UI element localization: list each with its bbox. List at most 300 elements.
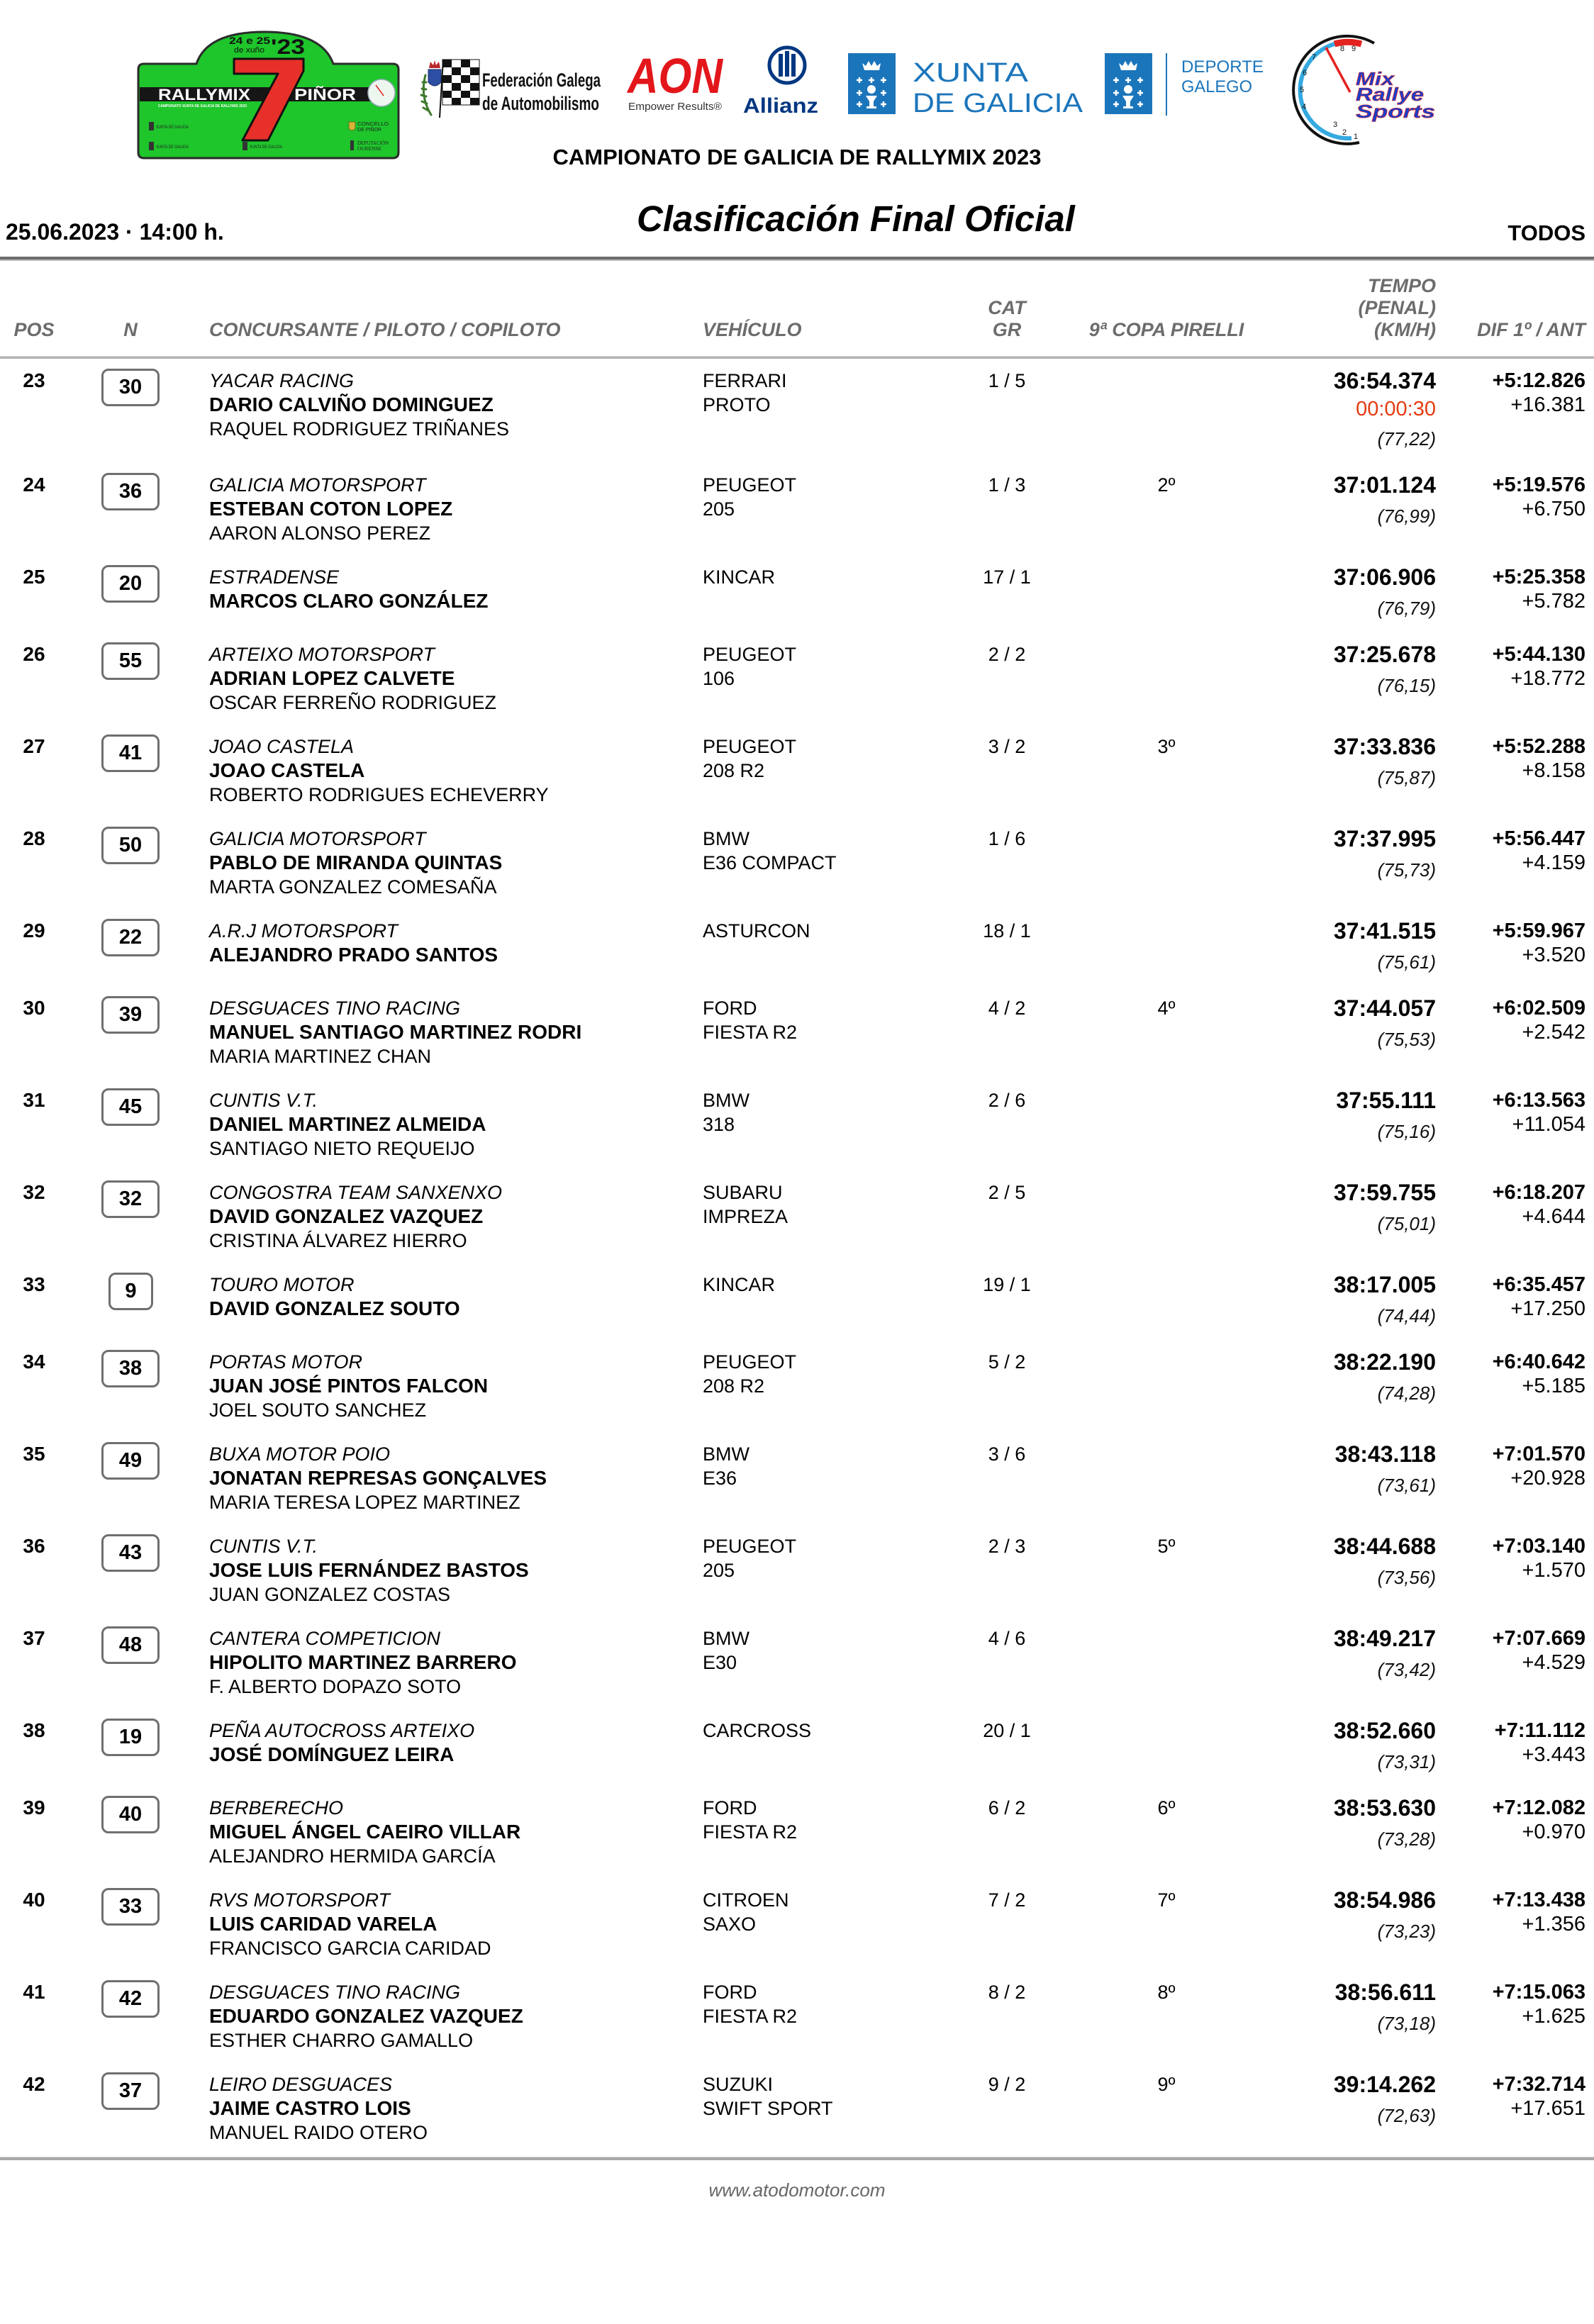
gap-to-previous: +16.381 (1510, 393, 1585, 416)
vehicle-model: E30 (703, 1652, 737, 1673)
entrant-team: PEÑA AUTOCROSS ARTEIXO (209, 1720, 475, 1741)
position: 39 (23, 1797, 45, 1819)
average-speed: (76,79) (1377, 598, 1436, 619)
dial-number: 3 (1333, 121, 1338, 129)
result-row (0, 1436, 1594, 1529)
vehicle-model: PROTO (703, 394, 771, 415)
entrant-team: ARTEIXO MOTORSPORT (209, 644, 435, 665)
column-header-pos: POS (13, 319, 55, 340)
codriver-name: MANUEL RAIDO OTERO (209, 2122, 428, 2143)
gap-to-previous: +1.570 (1522, 1559, 1585, 1582)
gap-to-previous: +1.625 (1522, 2005, 1585, 2028)
plate-concello-crest (349, 122, 355, 130)
vehicle-make: BMW (703, 1628, 749, 1649)
result-row (0, 1974, 1594, 2067)
gap-to-previous: +4.529 (1522, 1651, 1585, 1674)
entrant-team: GALICIA MOTORSPORT (209, 828, 426, 849)
gap-cell (1408, 565, 1585, 613)
gap-to-previous: +5.185 (1522, 1375, 1585, 1397)
codriver-name: FRANCISCO GARCIA CARIDAD (209, 1938, 491, 1959)
plate-sponsor-xunta-2: XUNTA DE GALICIA (156, 145, 189, 150)
gap-to-previous: +3.520 (1522, 944, 1585, 966)
car-number-badge: 38 (101, 1350, 160, 1387)
car-number-badge: 39 (101, 996, 160, 1034)
total-time: 38:53.630 (1333, 1795, 1436, 1821)
result-row (0, 1529, 1594, 1621)
championship-title: CAMPIONATO DE GALICIA DE RALLYMIX 2023 (552, 145, 1042, 169)
dial-number: 7 (1312, 53, 1317, 62)
vehicle-model: 205 (703, 498, 735, 520)
entrant-team: CUNTIS V.T. (209, 1536, 318, 1557)
category-group: 4 / 2 (988, 998, 1026, 1019)
copa-pirelli-position: 6º (1157, 1797, 1176, 1819)
result-row (0, 1083, 1594, 1175)
gap-to-previous: +17.250 (1510, 1297, 1585, 1320)
entrant-cell (209, 1980, 691, 2052)
total-time: 38:44.688 (1333, 1533, 1436, 1559)
column-header-gr: GR (992, 319, 1022, 340)
vehicle-make: CITROEN (703, 1889, 789, 1911)
header-divider (0, 257, 1594, 261)
deporte-galego-logo (1105, 53, 1268, 116)
driver-name: LUIS CARIDAD VARELA (209, 1913, 437, 1935)
class-filter-label: TODOS (1507, 220, 1585, 245)
vehicle-model: 106 (703, 668, 735, 689)
mix-line2: Rallye (1356, 84, 1424, 105)
car-number-badge: 9 (108, 1273, 153, 1310)
gap-to-first: +5:19.576 (1492, 474, 1585, 496)
gap-to-previous: +18.772 (1510, 667, 1585, 690)
driver-name: ADRIAN LOPEZ CALVETE (209, 667, 455, 689)
plate-subtitle: CAMPIONATO XUNTA DE GALICIA DE RALLYMIX 2023 (158, 104, 247, 108)
car-number-badge: 43 (101, 1534, 160, 1572)
vehicle-model: E36 COMPACT (703, 852, 837, 873)
driver-name: ESTEBAN COTON LOPEZ (209, 498, 453, 520)
category-group: 1 / 3 (988, 474, 1026, 496)
driver-name: HIPOLITO MARTINEZ BARRERO (209, 1651, 517, 1673)
car-number-badge: 40 (101, 1796, 160, 1833)
car-number-badge: 42 (101, 1980, 160, 2018)
gap-cell (1408, 1350, 1585, 1398)
gap-cell (1408, 2072, 1585, 2121)
entrant-team: ESTRADENSE (209, 566, 340, 588)
position: 25 (23, 566, 45, 588)
average-speed: (73,31) (1377, 1751, 1436, 1772)
gap-to-first: +5:44.130 (1492, 643, 1585, 666)
vehicle-cell (703, 1980, 944, 2028)
vehicle-make: PEUGEOT (703, 1351, 797, 1373)
car-number-badge: 22 (101, 919, 160, 956)
column-header-gap: DIF 1º / ANT (1477, 319, 1585, 340)
vehicle-cell (703, 369, 944, 417)
fga-line1: Federación Galega (482, 69, 601, 91)
vehicle-model: 205 (703, 1560, 735, 1581)
plate-xunta-mark-1 (149, 122, 154, 130)
vehicle-cell (703, 1180, 944, 1229)
vehicle-make: BMW (703, 828, 749, 849)
gap-to-previous: +2.542 (1522, 1021, 1585, 1044)
dial-red-arc (1334, 42, 1361, 44)
car-number-badge: 32 (101, 1180, 160, 1218)
result-row (0, 1621, 1594, 1713)
aon-logo (626, 48, 725, 115)
entrant-cell (209, 1888, 691, 1960)
vehicle-make: KINCAR (703, 1274, 776, 1295)
gap-cell (1408, 1626, 1585, 1675)
entrant-cell (209, 2072, 691, 2145)
average-speed: (73,61) (1377, 1475, 1436, 1496)
gap-cell (1408, 1719, 1585, 1767)
category-group: 20 / 1 (983, 1720, 1031, 1741)
average-speed: (75,61) (1377, 951, 1436, 973)
category-group: 2 / 5 (988, 1182, 1026, 1203)
entrant-cell (209, 1180, 691, 1253)
total-time: 37:25.678 (1333, 642, 1436, 667)
codriver-name: JUAN GONZALEZ COSTAS (209, 1584, 451, 1605)
average-speed: (75,53) (1377, 1029, 1436, 1050)
vehicle-model: FIESTA R2 (703, 2006, 798, 2027)
vehicle-cell (703, 1350, 944, 1398)
result-row (0, 2067, 1594, 2159)
gap-cell (1408, 1088, 1585, 1136)
total-time: 38:49.217 (1333, 1626, 1436, 1651)
dial-number: 8 (1340, 45, 1345, 53)
car-number-badge: 55 (101, 642, 160, 680)
vehicle-make: CARCROSS (703, 1720, 812, 1741)
total-time: 38:56.611 (1334, 1979, 1436, 2005)
category-group: 9 / 2 (988, 2074, 1026, 2095)
allianz-logo (742, 44, 821, 116)
total-time: 37:33.836 (1333, 734, 1436, 759)
vehicle-make: BMW (703, 1443, 749, 1465)
vehicle-cell (703, 1442, 944, 1490)
total-time: 36:54.374 (1333, 368, 1436, 393)
result-row (0, 467, 1594, 559)
entrant-team: DESGUACES TINO RACING (209, 1982, 461, 2003)
gap-cell (1408, 1888, 1585, 1936)
gap-to-first: +5:52.288 (1492, 735, 1585, 758)
vehicle-make: ASTURCON (703, 920, 810, 942)
gap-to-first: +7:07.669 (1492, 1627, 1585, 1650)
position: 24 (23, 474, 45, 496)
driver-name: PABLO DE MIRANDA QUINTAS (209, 851, 503, 873)
footer-website-link[interactable]: www.atodomotor.com (708, 2179, 886, 2201)
entrant-cell (209, 1534, 691, 1607)
vehicle-model: FIESTA R2 (703, 1022, 798, 1043)
average-speed: (73,23) (1377, 1921, 1436, 1942)
entrant-team: CANTERA COMPETICION (209, 1628, 441, 1649)
gap-to-first: +5:59.967 (1492, 920, 1585, 942)
vehicle-cell (703, 2072, 944, 2121)
average-speed: (75,73) (1377, 859, 1436, 881)
dial-number: 9 (1351, 45, 1356, 53)
total-time: 38:17.005 (1333, 1272, 1436, 1297)
car-number-badge: 36 (101, 473, 160, 510)
plate-place: PIÑOR (294, 86, 357, 104)
plate-sponsor-xunta-3: XUNTA DE GALICIA (250, 145, 282, 150)
result-row (0, 1267, 1594, 1344)
total-time: 37:41.515 (1333, 918, 1436, 944)
crown-icon (429, 60, 440, 68)
position: 35 (23, 1443, 45, 1465)
gap-cell (1408, 827, 1585, 875)
codriver-name: CRISTINA ÁLVAREZ HIERRO (209, 1230, 467, 1251)
gap-to-previous: +8.158 (1522, 759, 1585, 782)
entrant-team: JOAO CASTELA (209, 736, 355, 757)
category-group: 2 / 6 (988, 1090, 1026, 1111)
entrant-cell (209, 827, 691, 899)
position: 41 (23, 1981, 45, 2003)
total-time: 37:59.755 (1333, 1180, 1436, 1205)
plate-sponsor-concello-2: DE PIÑOR (357, 128, 381, 133)
entrant-team: LEIRO DESGUACES (209, 2074, 393, 2095)
total-time: 37:44.057 (1333, 995, 1436, 1021)
position: 28 (23, 827, 45, 849)
plate-dates: 24 e 25 (229, 35, 271, 46)
column-header-penal: (PENAL) (1358, 297, 1436, 318)
category-group: 2 / 2 (988, 644, 1026, 665)
gap-cell (1408, 1442, 1585, 1490)
position: 32 (23, 1181, 45, 1203)
result-row (0, 821, 1594, 913)
result-row (0, 1882, 1594, 1974)
vehicle-model: 208 R2 (703, 1375, 765, 1397)
report-datetime: 25.06.2023 · 14:00 h. (6, 219, 224, 245)
vehicle-cell (703, 734, 944, 783)
column-header-cat: CAT (988, 297, 1026, 318)
position: 38 (23, 1719, 45, 1741)
average-speed: (76,15) (1377, 675, 1436, 696)
crest-icon (428, 69, 441, 86)
position: 34 (23, 1351, 45, 1373)
deporte-emblem-icon (1105, 53, 1152, 114)
vehicle-cell (703, 1719, 944, 1743)
category-group: 1 / 5 (988, 370, 1026, 391)
vehicle-cell (703, 642, 944, 691)
column-header-category (971, 297, 1042, 341)
codriver-name: SANTIAGO NIETO REQUEIJO (209, 1138, 475, 1159)
plate-sponsor-concello-1: CONCELLO (357, 122, 389, 127)
vehicle-make: SUZUKI (703, 2074, 774, 2095)
plate-sponsor-deputacion-1: DEPUTACIÓN (357, 140, 389, 146)
entrant-team: YACAR RACING (209, 370, 355, 391)
car-number-badge: 48 (101, 1626, 160, 1664)
gap-cell (1408, 1796, 1585, 1844)
category-group: 8 / 2 (988, 1982, 1026, 2003)
vehicle-cell (703, 827, 944, 875)
entrant-team: CONGOSTRA TEAM SANXENXO (209, 1182, 503, 1203)
entrant-team: RVS MOTORSPORT (209, 1889, 391, 1911)
xunta-line2: DE GALICIA (913, 89, 1083, 118)
category-group: 5 / 2 (988, 1351, 1026, 1373)
copa-pirelli-position: 8º (1157, 1982, 1176, 2003)
total-time: 37:06.906 (1333, 564, 1436, 590)
category-group: 2 / 3 (988, 1536, 1026, 1557)
vehicle-cell (703, 1534, 944, 1582)
rallymix-pinor-plate-logo (136, 24, 400, 163)
driver-name: MARCOS CLARO GONZÁLEZ (209, 590, 489, 612)
average-speed: (75,16) (1377, 1121, 1436, 1142)
category-group: 3 / 2 (988, 736, 1026, 757)
vehicle-make: KINCAR (703, 566, 776, 588)
penalty-time: 00:00:30 (1356, 398, 1436, 420)
vehicle-cell (703, 1273, 944, 1297)
car-number-badge: 20 (101, 565, 160, 603)
position: 27 (23, 735, 45, 757)
column-header-vehicle: VEHÍCULO (703, 319, 802, 340)
vehicle-cell (703, 565, 944, 589)
vehicle-cell (703, 1888, 944, 1936)
car-number-badge: 33 (101, 1888, 160, 1926)
average-speed: (75,01) (1377, 1213, 1436, 1234)
position: 36 (23, 1535, 45, 1557)
driver-name: DANIEL MARTINEZ ALMEIDA (209, 1113, 486, 1135)
codriver-name: RAQUEL RODRIGUEZ TRIÑANES (209, 418, 510, 440)
column-header-tempo: TEMPO (1367, 275, 1436, 296)
codriver-name: MARIA MARTINEZ CHAN (209, 1046, 432, 1067)
entrant-team: DESGUACES TINO RACING (209, 998, 461, 1019)
allianz-wordmark: Allianz (743, 94, 818, 118)
gap-to-first: +7:32.714 (1492, 2073, 1585, 2096)
xunta-line1: XUNTA (913, 58, 1029, 88)
gap-cell (1408, 1980, 1585, 2028)
entrant-cell (209, 473, 691, 545)
result-row (0, 637, 1594, 729)
driver-name: ALEJANDRO PRADO SANTOS (209, 944, 498, 966)
entrant-cell (209, 1350, 691, 1422)
table-header-divider (0, 356, 1594, 359)
result-row (0, 1175, 1594, 1267)
codriver-name: F. ALBERTO DOPAZO SOTO (209, 1676, 462, 1697)
category-group: 7 / 2 (988, 1889, 1026, 1911)
vehicle-cell (703, 1088, 944, 1136)
vehicle-make: SUBARU (703, 1182, 783, 1203)
average-speed: (74,28) (1377, 1382, 1436, 1404)
total-time: 38:52.660 (1333, 1718, 1436, 1743)
driver-name: DARIO CALVIÑO DOMINGUEZ (209, 393, 494, 415)
entrant-team: A.R.J MOTORSPORT (209, 920, 398, 942)
codriver-name: OSCAR FERREÑO RODRIGUEZ (209, 692, 497, 713)
plate-sponsor-deputacion-2: OURENSE (357, 146, 381, 152)
gap-to-first: +6:40.642 (1492, 1351, 1585, 1373)
gap-to-first: +6:02.509 (1492, 997, 1585, 1019)
vehicle-cell (703, 473, 944, 521)
gap-cell (1408, 1180, 1585, 1229)
vehicle-model: 208 R2 (703, 760, 765, 781)
entrant-team: CUNTIS V.T. (209, 1090, 318, 1111)
vehicle-model: SWIFT SPORT (703, 2098, 833, 2119)
gap-to-first: +7:03.140 (1492, 1535, 1585, 1558)
category-group: 19 / 1 (983, 1274, 1031, 1295)
table-bottom-divider (0, 2157, 1594, 2160)
car-number-badge: 19 (101, 1719, 160, 1756)
average-speed: (74,44) (1377, 1305, 1436, 1326)
driver-name: MANUEL SANTIAGO MARTINEZ RODRI (209, 1021, 582, 1043)
driver-name: JOSÉ DOMÍNGUEZ LEIRA (209, 1743, 455, 1765)
vehicle-cell (703, 1796, 944, 1844)
gap-cell (1408, 919, 1585, 967)
entrant-cell (209, 1273, 691, 1321)
result-row (0, 729, 1594, 821)
xunta-emblem-icon (848, 53, 896, 114)
aon-wordmark: AON (626, 48, 724, 104)
position: 23 (23, 369, 45, 391)
vehicle-model: E36 (703, 1468, 737, 1489)
vehicle-cell (703, 1626, 944, 1675)
entrant-cell (209, 1442, 691, 1514)
average-speed: (73,28) (1377, 1828, 1436, 1850)
entrant-team: BERBERECHO (209, 1797, 344, 1819)
dial-blue-arc (1300, 44, 1351, 138)
entrant-team: PORTAS MOTOR (209, 1351, 363, 1373)
gap-to-previous: +4.159 (1522, 851, 1585, 874)
result-row (0, 1790, 1594, 1882)
column-header-number: N (123, 319, 138, 340)
plate-year: '23 (271, 35, 305, 59)
total-time: 38:22.190 (1333, 1349, 1436, 1375)
driver-name: DAVID GONZALEZ SOUTO (209, 1297, 460, 1319)
gap-cell (1408, 1273, 1585, 1321)
vehicle-make: PEUGEOT (703, 736, 797, 757)
codriver-name: ROBERTO RODRIGUES ECHEVERRY (209, 784, 549, 805)
gap-cell (1408, 473, 1585, 521)
copa-pirelli-position: 5º (1157, 1536, 1176, 1557)
vehicle-model: IMPREZA (703, 1206, 788, 1227)
driver-name: JUAN JOSÉ PINTOS FALCON (209, 1375, 489, 1397)
entrant-team: TOURO MOTOR (209, 1274, 355, 1295)
result-row (0, 559, 1594, 637)
average-speed: (73,42) (1377, 1659, 1436, 1680)
entrant-cell (209, 996, 691, 1068)
mix-line1: Mix (1356, 68, 1395, 89)
category-group: 1 / 6 (988, 828, 1026, 849)
vehicle-make: PEUGEOT (703, 644, 797, 665)
gap-to-first: +6:18.207 (1492, 1181, 1585, 1204)
codriver-name: ALEJANDRO HERMIDA GARCÍA (209, 1845, 496, 1867)
gap-to-first: +7:01.570 (1492, 1443, 1585, 1465)
gap-to-first: +7:15.063 (1492, 1981, 1585, 2004)
total-time: 38:54.986 (1333, 1887, 1436, 1913)
gap-cell (1408, 734, 1585, 783)
gap-cell (1408, 369, 1585, 417)
results-table (0, 363, 1594, 2160)
position: 40 (23, 1889, 45, 1911)
entrant-cell (209, 734, 691, 807)
fga-logo (421, 54, 603, 119)
vehicle-make: PEUGEOT (703, 1536, 797, 1557)
driver-name: DAVID GONZALEZ VAZQUEZ (209, 1205, 484, 1227)
car-number-badge: 50 (101, 827, 160, 864)
gap-to-previous: +0.970 (1522, 1821, 1585, 1843)
car-number-badge: 49 (101, 1442, 160, 1480)
gap-cell (1408, 996, 1585, 1044)
mix-line3: Sports (1356, 101, 1435, 122)
entrant-team: GALICIA MOTORSPORT (209, 474, 426, 496)
entrant-cell (209, 565, 691, 613)
checkered-flag-icon (440, 60, 479, 118)
position: 29 (23, 920, 45, 942)
position: 33 (23, 1273, 45, 1295)
dial-number: 1 (1354, 133, 1359, 141)
average-speed: (76,99) (1377, 505, 1436, 527)
gap-to-previous: +6.750 (1522, 498, 1585, 520)
gap-to-first: +6:13.563 (1492, 1089, 1585, 1112)
vehicle-make: FORD (703, 1982, 757, 2003)
vehicle-cell (703, 919, 944, 943)
car-number-badge: 45 (101, 1088, 160, 1126)
total-time: 39:14.262 (1333, 2072, 1436, 2097)
vehicle-model: 318 (703, 1114, 735, 1135)
